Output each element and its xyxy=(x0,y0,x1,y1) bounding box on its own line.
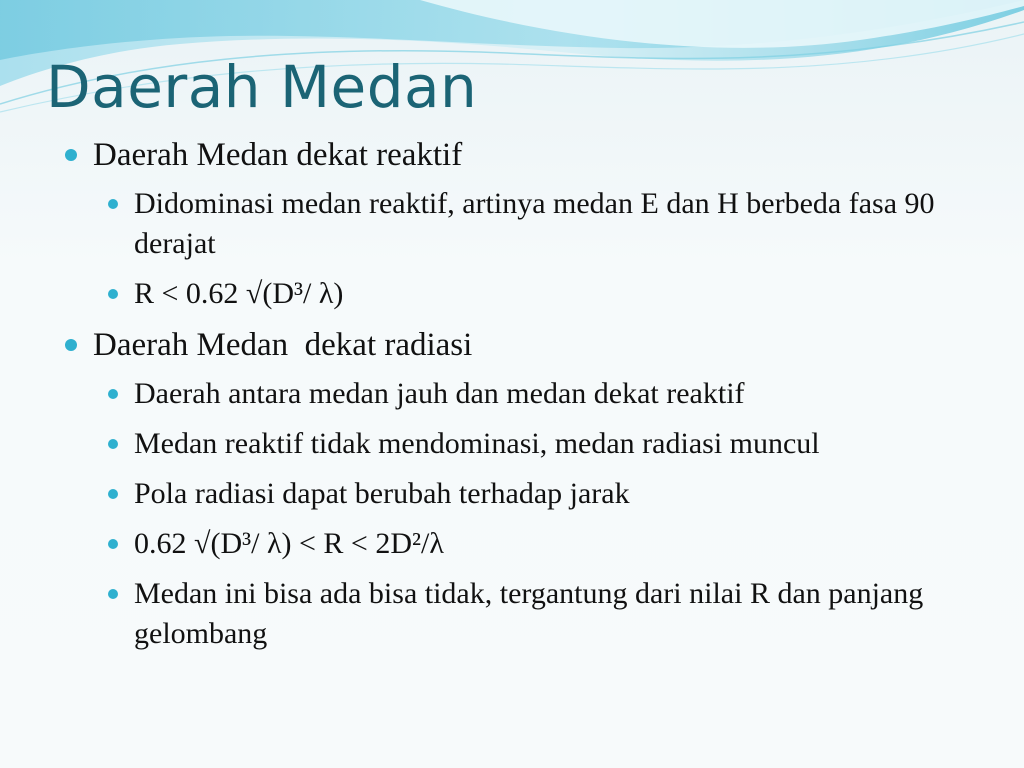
slide-content xyxy=(62,134,962,664)
section-heading-text: Daerah Medan dekat reaktif xyxy=(93,137,463,173)
list-item-text: Medan reaktif tidak mendominasi, medan radiasi muncul xyxy=(134,427,820,460)
list-item-text: 0.62 √(D³/ λ) < R < 2D²/λ xyxy=(134,527,444,560)
bullet-icon xyxy=(65,149,77,161)
list-item xyxy=(108,374,962,414)
bullet-icon xyxy=(108,289,118,299)
section-items-near-reactive xyxy=(62,184,962,314)
section-items-near-radiation xyxy=(62,374,962,654)
list-item xyxy=(108,474,962,514)
bullet-icon xyxy=(65,339,77,351)
bullet-icon xyxy=(108,539,118,549)
list-item xyxy=(108,424,962,464)
bullet-icon xyxy=(108,489,118,499)
list-item xyxy=(108,184,962,264)
section-heading-near-reactive xyxy=(62,134,962,176)
list-item xyxy=(108,524,962,564)
list-item xyxy=(108,574,962,654)
bullet-icon xyxy=(108,199,118,209)
section-heading-text: Daerah Medan dekat radiasi xyxy=(93,327,473,363)
list-item-text: Didominasi medan reaktif, artinya medan E dan H berbeda fasa 90 derajat xyxy=(134,187,935,260)
list-item xyxy=(108,274,962,314)
slide-title: Daerah Medan xyxy=(46,53,478,121)
list-item-text: Daerah antara medan jauh dan medan dekat reaktif xyxy=(134,377,745,410)
bullet-icon xyxy=(108,389,118,399)
list-item-text: Medan ini bisa ada bisa tidak, tergantung dari nilai R dan panjang gelombang xyxy=(134,577,924,650)
bullet-icon xyxy=(108,589,118,599)
section-heading-near-radiation xyxy=(62,324,962,366)
list-item-text: Pola radiasi dapat berubah terhadap jarak xyxy=(134,477,630,510)
bullet-icon xyxy=(108,439,118,449)
list-item-text: R < 0.62 √(D³/ λ) xyxy=(134,277,344,310)
